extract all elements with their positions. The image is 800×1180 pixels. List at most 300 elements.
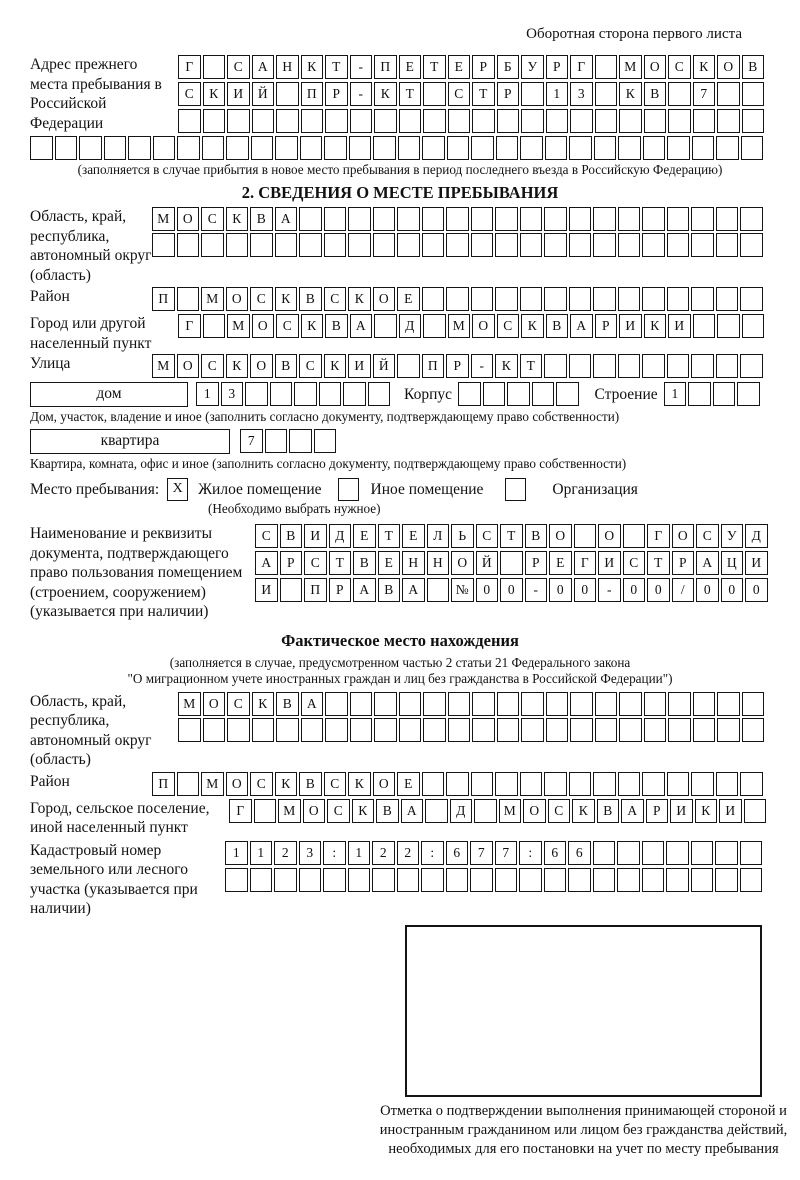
kadastr-row-1[interactable] (225, 841, 764, 866)
char-cell (688, 382, 711, 406)
char-cell: - (598, 578, 621, 602)
char-cell (495, 868, 518, 892)
char-cell: С (304, 551, 327, 575)
char-cell (691, 354, 714, 378)
char-cell (570, 718, 593, 742)
char-cell (693, 692, 716, 716)
char-cell: С (668, 55, 691, 79)
char-cell (691, 868, 714, 892)
char-cell (226, 136, 249, 160)
char-cell (521, 692, 544, 716)
char-cell: К (324, 354, 347, 378)
prev-address-note: (заполняется в случае прибытия в новое место пребывания в период последнего въезда в Российскую Федерацию) (77, 162, 723, 177)
char-cell (593, 868, 616, 892)
char-cell (713, 382, 736, 406)
char-cell (544, 287, 567, 311)
char-cell (623, 524, 646, 548)
char-cell (227, 109, 250, 133)
char-cell: С (324, 772, 347, 796)
char-cell (691, 207, 714, 231)
char-cell: В (299, 772, 322, 796)
kvartira-row (30, 429, 770, 454)
char-cell (446, 868, 469, 892)
oblast-row-2[interactable] (152, 233, 765, 258)
char-cell (275, 136, 298, 160)
char-cell: Т (647, 551, 670, 575)
char-cell (717, 718, 740, 742)
char-cell (593, 233, 616, 257)
char-cell (544, 354, 567, 378)
char-cell (520, 287, 543, 311)
char-cell: 0 (623, 578, 646, 602)
char-cell (546, 109, 569, 133)
char-cell: Б (497, 55, 520, 79)
char-cell: А (401, 799, 424, 823)
char-cell: 0 (574, 578, 597, 602)
char-cell (667, 354, 690, 378)
fact-gorod-block (30, 799, 770, 838)
char-cell (693, 109, 716, 133)
char-cell: 0 (647, 578, 670, 602)
char-cell: Й (252, 82, 275, 106)
doc-row-1[interactable] (255, 524, 770, 549)
char-cell: Л (427, 524, 450, 548)
char-cell: Е (353, 524, 376, 548)
char-cell: 1 (546, 82, 569, 106)
char-cell (595, 55, 618, 79)
char-cell (104, 136, 127, 160)
char-cell: И (348, 354, 371, 378)
char-cell (716, 233, 739, 257)
char-cell (521, 718, 544, 742)
ulitsa-label: Улица (30, 355, 71, 372)
char-cell (717, 109, 740, 133)
char-cell (177, 233, 200, 257)
char-cell (203, 109, 226, 133)
char-cell (372, 868, 395, 892)
char-cell: 2 (397, 841, 420, 865)
char-cell (618, 233, 641, 257)
char-cell (397, 868, 420, 892)
char-cell (595, 718, 618, 742)
char-cell (668, 718, 691, 742)
char-cell (374, 314, 397, 338)
char-cell (691, 233, 714, 257)
char-cell (348, 207, 371, 231)
char-cell (325, 109, 348, 133)
char-cell: В (275, 354, 298, 378)
char-cell (740, 868, 763, 892)
char-cell (668, 82, 691, 106)
char-cell: О (226, 287, 249, 311)
char-cell (423, 314, 446, 338)
char-cell: 3 (570, 82, 593, 106)
char-cell: 1 (225, 841, 248, 865)
char-cell (668, 109, 691, 133)
char-cell (593, 841, 616, 865)
char-cell: 7 (470, 841, 493, 865)
char-cell (423, 109, 446, 133)
char-cell: К (348, 772, 371, 796)
char-cell: Д (329, 524, 352, 548)
char-cell (301, 718, 324, 742)
char-cell (399, 692, 422, 716)
char-cell: С (227, 692, 250, 716)
char-cell (742, 109, 765, 133)
char-cell (740, 287, 763, 311)
oblast-rows (152, 207, 765, 259)
char-cell: Р (672, 551, 695, 575)
char-cell (642, 207, 665, 231)
char-cell: К (572, 799, 595, 823)
char-cell: В (742, 55, 765, 79)
char-cell (667, 772, 690, 796)
char-cell: М (619, 55, 642, 79)
char-cell (350, 109, 373, 133)
char-cell (568, 868, 591, 892)
char-cell (483, 382, 506, 406)
char-cell: В (353, 551, 376, 575)
char-cell (178, 718, 201, 742)
char-cell (294, 382, 317, 406)
fact-note-2: "О миграционном учете иностранных граждан и лиц без гражданства в Российской Федерации") (127, 670, 673, 686)
char-cell: А (402, 578, 425, 602)
char-cell (667, 207, 690, 231)
char-cell (692, 136, 715, 160)
char-cell: О (717, 55, 740, 79)
char-cell: М (201, 287, 224, 311)
mesto-row (30, 478, 770, 501)
option-zhiloe-label: Жилое помещение (198, 480, 322, 498)
char-cell: К (226, 354, 249, 378)
char-cell: К (521, 314, 544, 338)
char-cell: В (299, 287, 322, 311)
char-cell (276, 82, 299, 106)
char-cell (495, 772, 518, 796)
char-cell (458, 382, 481, 406)
char-cell: Д (450, 799, 473, 823)
char-cell: О (451, 551, 474, 575)
char-cell (343, 382, 366, 406)
char-cell (374, 718, 397, 742)
char-cell: Г (178, 314, 201, 338)
char-cell: - (525, 578, 548, 602)
fact-gorod-row[interactable] (229, 799, 768, 824)
char-cell: Р (329, 578, 352, 602)
dom-box[interactable]: дом (30, 382, 188, 407)
char-cell (177, 772, 200, 796)
char-cell (30, 136, 53, 160)
char-cell (373, 233, 396, 257)
char-cell: Т (378, 524, 401, 548)
char-cell: И (598, 551, 621, 575)
char-cell (716, 207, 739, 231)
char-cell (421, 868, 444, 892)
char-cell (319, 382, 342, 406)
char-cell: 7 (495, 841, 518, 865)
char-cell: В (525, 524, 548, 548)
char-cell (227, 718, 250, 742)
char-cell (642, 233, 665, 257)
char-cell (520, 207, 543, 231)
char-cell: - (350, 82, 373, 106)
char-cell: А (301, 692, 324, 716)
kvartira-cells[interactable] (240, 429, 338, 454)
char-cell (495, 233, 518, 257)
char-cell (667, 287, 690, 311)
char-cell (178, 109, 201, 133)
char-cell: 7 (693, 82, 716, 106)
char-cell (693, 314, 716, 338)
char-cell (570, 109, 593, 133)
korpus-cells[interactable] (458, 382, 581, 407)
char-cell (544, 233, 567, 257)
char-cell: Т (423, 55, 446, 79)
char-cell (470, 868, 493, 892)
char-cell (495, 207, 518, 231)
gorod-row[interactable] (178, 314, 766, 339)
char-cell (201, 233, 224, 257)
char-cell: И (619, 314, 642, 338)
ulitsa-block (30, 354, 770, 379)
char-cell (556, 382, 579, 406)
char-cell: К (695, 799, 718, 823)
char-cell (496, 136, 519, 160)
char-cell (325, 718, 348, 742)
char-cell: А (252, 55, 275, 79)
char-cell (642, 287, 665, 311)
char-cell: М (152, 354, 175, 378)
char-cell: С (255, 524, 278, 548)
char-cell: О (672, 524, 695, 548)
char-cell (397, 207, 420, 231)
char-cell (471, 136, 494, 160)
fact-oblast-row-1[interactable] (178, 692, 766, 717)
char-cell (446, 207, 469, 231)
char-cell (642, 354, 665, 378)
char-cell (740, 207, 763, 231)
char-cell (423, 692, 446, 716)
char-cell (593, 287, 616, 311)
char-cell (716, 772, 739, 796)
kadastr-label: Кадастровый номер земельного или лесного участка (указывается при наличии) (30, 841, 198, 917)
char-cell: В (325, 314, 348, 338)
char-cell (280, 578, 303, 602)
char-cell: В (280, 524, 303, 548)
char-cell: К (352, 799, 375, 823)
char-cell: О (177, 207, 200, 231)
char-cell (569, 354, 592, 378)
char-cell: Р (595, 314, 618, 338)
char-cell (497, 718, 520, 742)
char-cell (448, 692, 471, 716)
fact-oblast-block (30, 692, 770, 770)
char-cell (324, 207, 347, 231)
char-cell (252, 718, 275, 742)
char-cell: П (422, 354, 445, 378)
doc-block (30, 524, 770, 622)
char-cell: Е (549, 551, 572, 575)
char-cell (397, 233, 420, 257)
char-cell: А (255, 551, 278, 575)
char-cell (254, 799, 277, 823)
option-inoe-label: Иное помещение (370, 480, 484, 498)
fact-title: Фактическое место нахождения (281, 630, 519, 650)
doc-row-2[interactable] (255, 551, 770, 576)
char-cell (741, 136, 764, 160)
prev-address-row-1[interactable] (178, 55, 766, 80)
kadastr-block (30, 841, 770, 919)
char-cell: И (227, 82, 250, 106)
char-cell (373, 207, 396, 231)
char-cell: К (693, 55, 716, 79)
char-cell: С (276, 314, 299, 338)
char-cell (79, 136, 102, 160)
char-cell (348, 233, 371, 257)
char-cell (742, 692, 765, 716)
oblast-row-1[interactable] (152, 207, 765, 232)
fact-raion-block (30, 772, 770, 797)
char-cell (744, 799, 767, 823)
char-cell (569, 136, 592, 160)
char-cell (717, 692, 740, 716)
char-cell (618, 287, 641, 311)
char-cell (593, 207, 616, 231)
char-cell: В (378, 578, 401, 602)
char-cell: И (668, 314, 691, 338)
char-cell (619, 718, 642, 742)
char-cell: 2 (274, 841, 297, 865)
char-cell: Р (472, 55, 495, 79)
char-cell (324, 136, 347, 160)
char-cell (245, 382, 268, 406)
char-cell: Г (570, 55, 593, 79)
char-cell (276, 718, 299, 742)
char-cell (399, 109, 422, 133)
char-cell (595, 82, 618, 106)
char-cell: О (252, 314, 275, 338)
char-cell (642, 772, 665, 796)
ulitsa-row[interactable] (152, 354, 765, 379)
char-cell: 0 (500, 578, 523, 602)
prev-address-row-2[interactable] (178, 82, 766, 107)
doc-row-3[interactable] (255, 578, 770, 603)
checkbox-zhiloe[interactable]: X (167, 478, 188, 501)
char-cell: А (621, 799, 644, 823)
char-cell (545, 136, 568, 160)
kvartira-note: Квартира, комната, офис и иное (заполнить согласно документу, подтверждающему право собственности) (30, 456, 627, 471)
char-cell: О (373, 772, 396, 796)
stroenie-cells[interactable] (664, 382, 762, 407)
char-cell: № (451, 578, 474, 602)
char-cell: К (275, 287, 298, 311)
kvartira-box[interactable]: квартира (30, 429, 230, 454)
stamp-box (405, 925, 762, 1097)
char-cell (225, 868, 248, 892)
char-cell (153, 136, 176, 160)
char-cell: 3 (221, 382, 244, 406)
char-cell: Е (448, 55, 471, 79)
checkbox-org[interactable] (505, 478, 526, 501)
dom-number-cells[interactable] (196, 382, 392, 407)
char-cell: А (275, 207, 298, 231)
char-cell: 0 (721, 578, 744, 602)
char-cell: О (226, 772, 249, 796)
char-cell (569, 233, 592, 257)
char-cell (595, 109, 618, 133)
char-cell (374, 692, 397, 716)
raion-row[interactable] (152, 287, 765, 312)
char-cell (472, 692, 495, 716)
char-cell: 1 (196, 382, 219, 406)
char-cell (716, 136, 739, 160)
fact-raion-label: Район (30, 772, 70, 790)
char-cell: С (497, 314, 520, 338)
char-cell: О (203, 692, 226, 716)
char-cell (299, 868, 322, 892)
fact-raion-row[interactable] (152, 772, 765, 797)
prev-address-label: Адрес прежнего места пребывания в Российской Федерации (30, 56, 162, 132)
char-cell: 0 (696, 578, 719, 602)
char-cell (666, 868, 689, 892)
char-cell (448, 109, 471, 133)
char-cell (55, 136, 78, 160)
char-cell: О (303, 799, 326, 823)
char-cell (644, 109, 667, 133)
char-cell: О (549, 524, 572, 548)
char-cell: 7 (240, 429, 263, 453)
char-cell: Е (402, 524, 425, 548)
char-cell: С (299, 354, 322, 378)
char-cell (399, 718, 422, 742)
char-cell: Ь (451, 524, 474, 548)
char-cell (500, 551, 523, 575)
char-cell (368, 382, 391, 406)
char-cell: - (350, 55, 373, 79)
char-cell: 0 (745, 578, 768, 602)
char-cell (177, 287, 200, 311)
checkbox-inoe[interactable] (338, 478, 359, 501)
fact-oblast-row-2[interactable] (178, 718, 766, 743)
char-cell (716, 354, 739, 378)
char-cell (447, 136, 470, 160)
char-cell (742, 718, 765, 742)
char-cell: 0 (549, 578, 572, 602)
char-cell: В (644, 82, 667, 106)
prev-address-row-4[interactable] (30, 136, 770, 161)
char-cell (717, 82, 740, 106)
char-cell (619, 109, 642, 133)
char-cell: О (250, 354, 273, 378)
char-cell (693, 718, 716, 742)
kadastr-row-2[interactable] (225, 868, 764, 893)
char-cell: У (521, 55, 544, 79)
char-cell: К (348, 287, 371, 311)
prev-address-row-3[interactable] (178, 109, 766, 134)
char-cell: С (623, 551, 646, 575)
char-cell (740, 354, 763, 378)
char-cell (497, 692, 520, 716)
char-cell (544, 207, 567, 231)
char-cell (471, 233, 494, 257)
char-cell (250, 868, 273, 892)
char-cell (423, 82, 446, 106)
korpus-label: Корпус (404, 385, 452, 403)
mesto-label: Место пребывания: (30, 480, 160, 498)
char-cell: М (499, 799, 522, 823)
char-cell: 6 (568, 841, 591, 865)
char-cell (446, 772, 469, 796)
